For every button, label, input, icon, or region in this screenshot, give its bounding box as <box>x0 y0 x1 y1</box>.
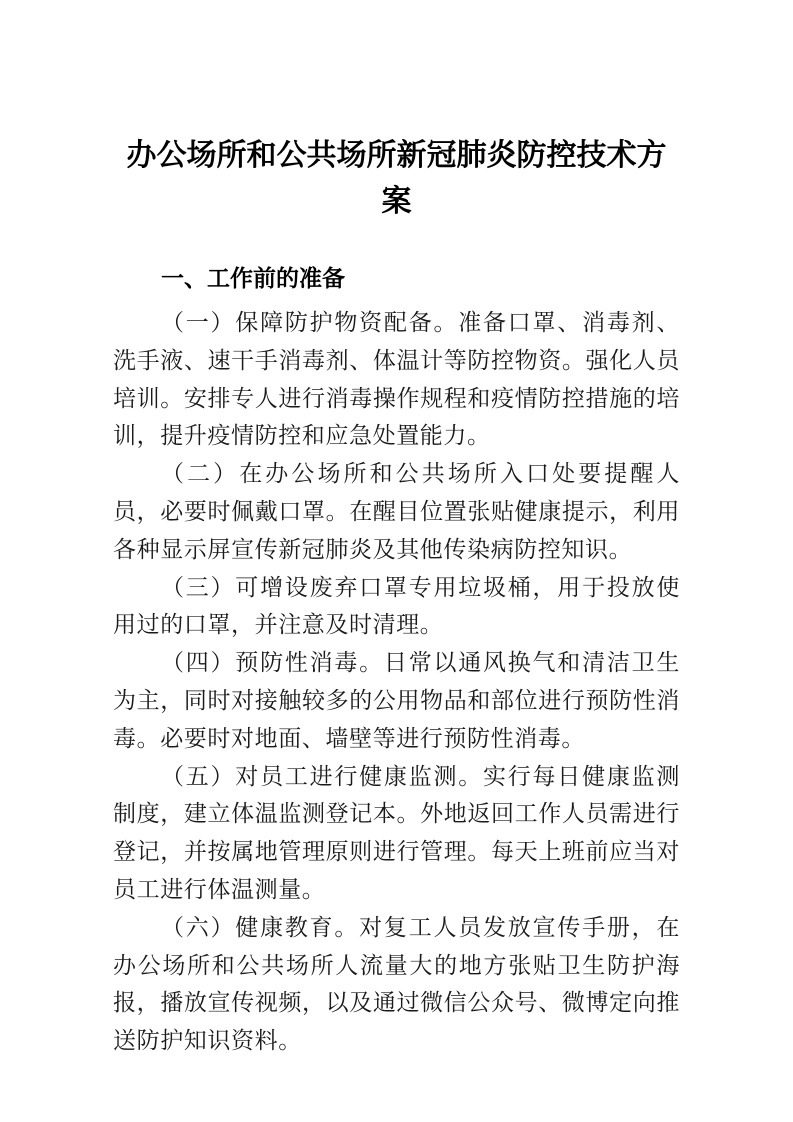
paragraph-item: （六）健康教育。对复工人员发放宣传手册，在办公场所和公共场所人流量大的地方张贴卫生防护海报，播放宣传视频，以及通过微信公众号、微博定向推送防护知识资料。 <box>113 914 680 1055</box>
paragraph-item: （三）可增设废弃口罩专用垃圾桶，用于投放使用过的口罩，并注意及时清理。 <box>113 574 680 639</box>
paragraph-item: （二）在办公场所和公共场所入口处要提醒人员，必要时佩戴口罩。在醒目位置张贴健康提示，利用各种显示屏宣传新冠肺炎及其他传染病防控知识。 <box>113 461 680 563</box>
body-paragraph-list <box>113 305 680 1061</box>
paragraph-item: （四）预防性消毒。日常以通风换气和清洁卫生为主，同时对接触较多的公用物品和部位进行预防性消毒。必要时对地面、墙壁等进行预防性消毒。 <box>113 650 680 752</box>
section-heading-one: 一、工作前的准备 <box>161 266 345 292</box>
paragraph-item: （五）对员工进行健康监测。实行每日健康监测制度，建立体温监测登记本。外地返回工作人员需进行登记，并按属地管理原则进行管理。每天上班前应当对员工进行体温测量。 <box>113 763 680 903</box>
page-title: 办公场所和公共场所新冠肺炎防控技术方案 <box>126 138 667 219</box>
paragraph-item: （一）保障防护物资配备。准备口罩、消毒剂、洗手液、速干手消毒剂、体温计等防控物资。强化人员培训。安排专人进行消毒操作规程和疫情防控措施的培训，提升疫情防控和应急处置能力。 <box>113 310 680 450</box>
